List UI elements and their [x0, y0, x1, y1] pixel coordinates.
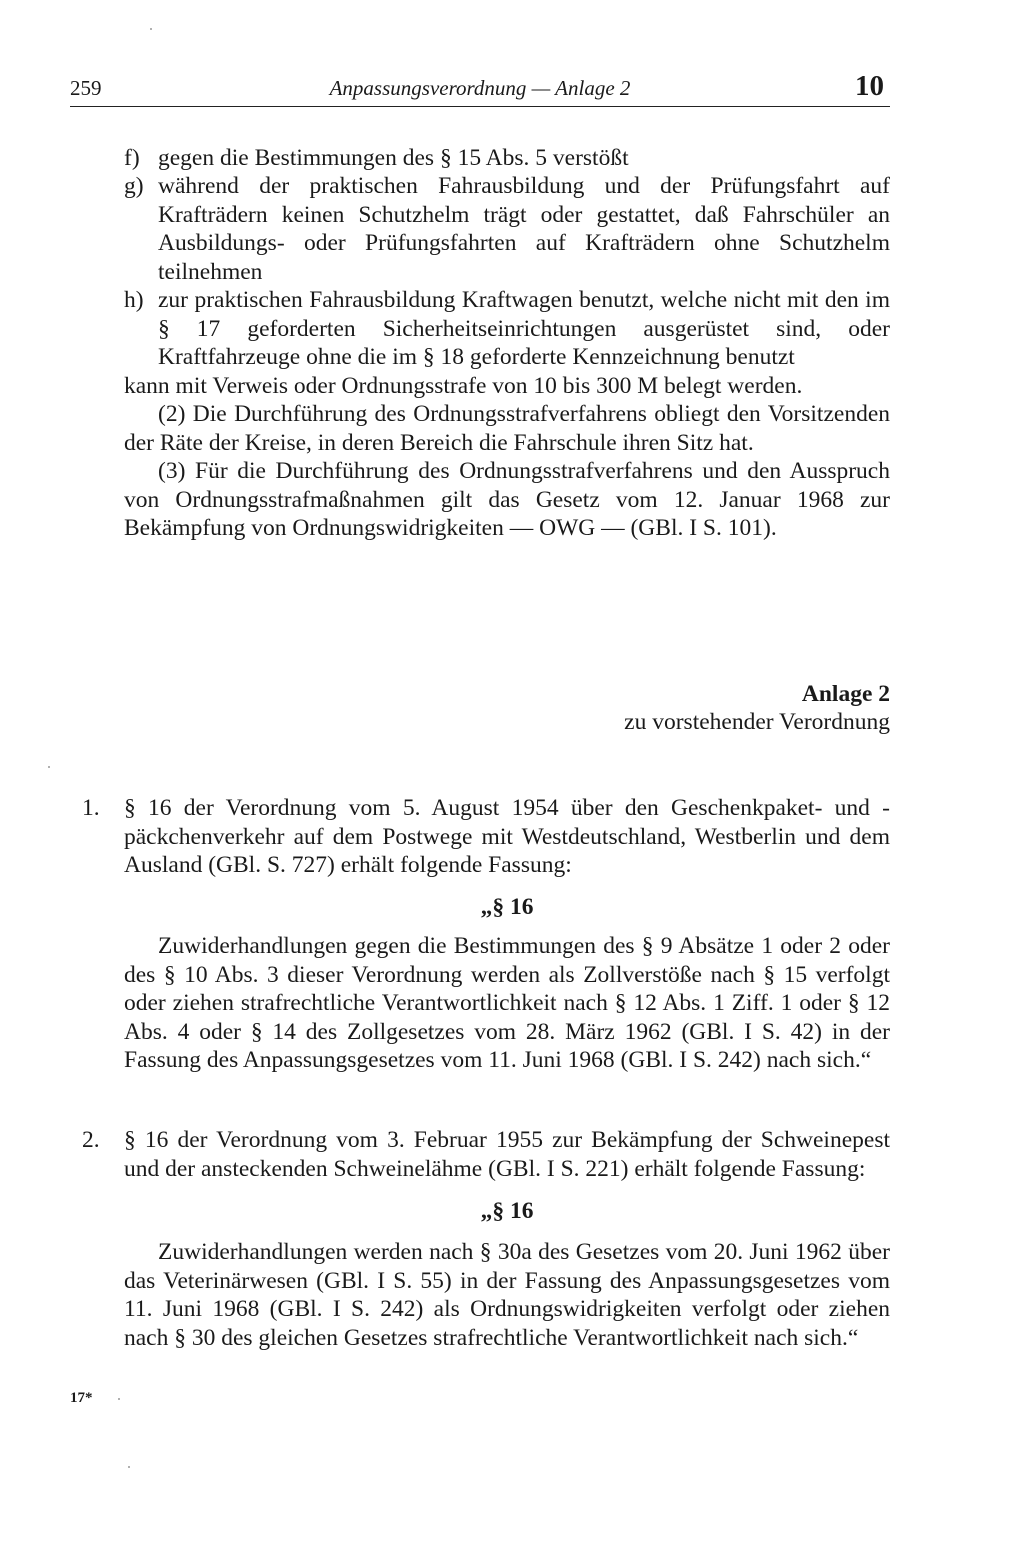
chapter-number: 10: [855, 70, 884, 102]
signature-mark: 17*: [70, 1390, 93, 1406]
paper-speck: [150, 28, 152, 30]
paper-speck: [48, 766, 50, 768]
list-item-label: h): [124, 287, 144, 313]
list-item-text: gegen die Bestimmungen des § 15 Abs. 5 verstößt: [158, 145, 629, 171]
page-header: [70, 70, 890, 107]
amendment-number: 1.: [82, 795, 100, 821]
list-item-h: [124, 286, 890, 372]
amendment-2: [82, 1126, 890, 1183]
paragraph-2: (2) Die Durchführung des Ordnungsstrafverfahrens obliegt den Vorsitzenden der Räte der Kreise, in deren Bereich die Fahrschule ihren Sitz hat.: [124, 401, 890, 456]
amendment-intro: § 16 der Verordnung vom 3. Februar 1955 zur Bekämpfung der Schweinepest und der ansteckenden Schweinelähme (GBl. I S. 221) erhält folgende Fassung:: [124, 1127, 890, 1182]
list-item-label: f): [124, 145, 140, 171]
page-number: 259: [70, 76, 102, 100]
list-item-text: zur praktischen Fahrausbildung Kraftwagen benutzt, welche nicht mit den im § 17 geforderten Sicherheitseinrichtungen ausgerüstet sind, oder Kraftfahrzeuge ohne die im § 18 geforderte Kennzeichnung benutzt: [158, 287, 890, 370]
anlage-subtitle: zu vorstehender Verordnung: [624, 709, 890, 735]
section-text: Zuwiderhandlungen gegen die Bestimmungen des § 9 Absätze 1 oder 2 oder des § 10 Abs. 3 dieser Verordnung werden als Zollverstöße nach § 15 verfolgt oder ziehen strafrechtliche Verantwortlichkeit nach § 12 Abs. 1 Ziff. 1 oder § 12 Abs. 4 oder § 14 des Zollgesetzes vom 28. März 1962 (GBl. I S. 42) in der Fassung des Anpassungsgesetzes vom 11. Juni 1968 (GBl. I S. 242) nach sich.“: [124, 933, 890, 1073]
amendment-intro: § 16 der Verordnung vom 5. August 1954 über den Geschenkpaket- und -päckchenverkehr auf dem Postwege mit Westdeutschland, Westberlin und dem Ausland (GBl. S. 727) erhält folgende Fassung:: [124, 795, 890, 878]
closing-line: kann mit Verweis oder Ordnungsstrafe von 10 bis 300 M belegt werden.: [124, 373, 803, 399]
list-item-f: [124, 144, 890, 173]
section-heading: „§ 16: [480, 1198, 534, 1224]
list-item-text: während der praktischen Fahrausbildung und der Prüfungsfahrt auf Krafträdern keinen Schutzhelm trägt oder gestattet, daß Fahrschüler an Ausbildungs- oder Prüfungsfahrten auf Krafträdern ohne Schutzhelm teilnehmen: [158, 173, 890, 285]
amendment-number: 2.: [82, 1127, 100, 1153]
section-heading: „§ 16: [480, 894, 534, 920]
section-text: Zuwiderhandlungen werden nach § 30a des Gesetzes vom 20. Juni 1962 über das Veterinärwesen (GBl. I S. 55) in der Fassung des Anpassungsgesetzes vom 11. Juni 1968 (GBl. I S. 242) als Ordnungswidrigkeiten verfolgt oder ziehen nach § 30 des gleichen Gesetzes strafrechtliche Verantwortlichkeit nach sich.“: [124, 1239, 890, 1351]
paper-speck: [118, 1398, 120, 1400]
list-item-g: [124, 172, 890, 286]
paper-speck: [128, 1466, 130, 1468]
amendment-1: [82, 794, 890, 880]
paragraph-3: (3) Für die Durchführung des Ordnungsstrafverfahrens und den Ausspruch von Ordnungsstrafmaßnahmen gilt das Gesetz vom 12. Januar 1968 zur Bekämpfung von Ordnungswidrigkeiten — OWG — (GBl. I S. 101).: [124, 458, 890, 541]
running-title: Anpassungsverordnung — Anlage 2: [329, 76, 631, 100]
anlage-title: Anlage 2: [801, 681, 890, 707]
list-item-label: g): [124, 173, 144, 199]
anlage-heading: [624, 680, 890, 736]
